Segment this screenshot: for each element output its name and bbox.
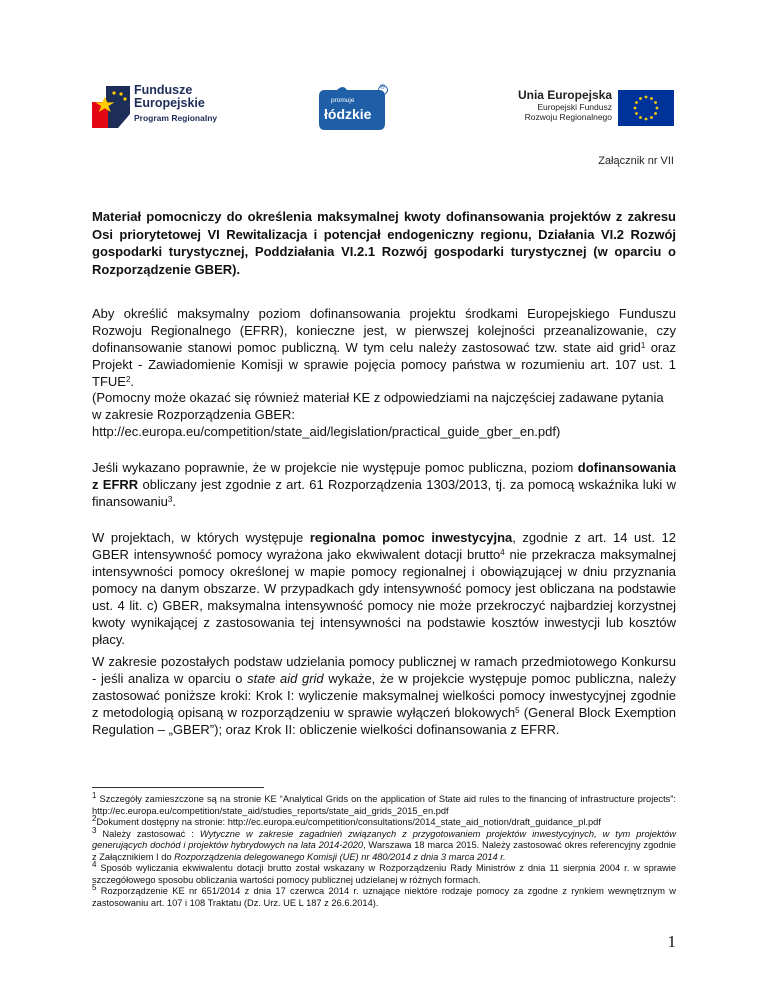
- footnote-ref-3: 3: [167, 495, 173, 504]
- footnote-1: [92, 791, 676, 817]
- paragraph-gber-guide: [92, 389, 676, 440]
- footnote-ref-4: 4: [500, 548, 505, 557]
- footnote-1-number: 1: [92, 791, 97, 800]
- logo-fe-line1: Fundusze: [134, 83, 193, 97]
- footnote-separator: [92, 787, 264, 788]
- p5-text-a: W zakresie pozostałych podstaw udzielania pomocy publicznej w ramach przedmiotowego Konkursu - jeśli analiza w oparciu o: [92, 654, 676, 686]
- footnote-2-number: 2: [92, 814, 97, 823]
- footnote-3-number: 3: [92, 825, 97, 835]
- footnote-5: [92, 883, 676, 909]
- footnote-4: [92, 860, 676, 886]
- p3-bold: dofinansowania z EFRR: [92, 460, 676, 492]
- eu-logo-line2: Europejski Fundusz: [537, 102, 612, 112]
- page-number: 1: [667, 932, 676, 951]
- paragraph-no-state-aid: [92, 459, 676, 510]
- footnote-1-text: Szczegóły zamieszczone są na stronie KE “Analytical Grids on the application of State aid rules to the financing of infrastructure projects”: http://ec.europa.eu/competition/state_aid/studies_reports/state_aid_grids_2015_en.pdf: [92, 794, 676, 816]
- footnotes: [92, 791, 676, 909]
- lodzkie-main-text: łódzkie: [324, 106, 372, 122]
- lodzkie-registered-mark: ®: [380, 84, 386, 91]
- eu-logo-line1: Unia Europejska: [517, 88, 612, 102]
- footnote-4-text: Sposób wyliczania ekwiwalentu dotacji brutto został wskazany w Rozporządzeniu Rady Ministrów z dnia 11 sierpnia 2004 r. w sprawie szczegółowego sposobu obliczania wartości pomocy publicznej udzielanej w różnych formach.: [92, 863, 676, 885]
- footnote-3-text-b: , Warszawa 18 marca 2015. Należy zastosować okres referencyjny zgodnie z Załącznikiem I do: [92, 840, 676, 862]
- footnote-4-number: 4: [92, 860, 97, 869]
- p4-text-c: nie przekracza maksymalnej intensywności pomocy określonej w mapie pomocy regionalnej i obowiązującej w dniu przyznania pomocy na danym obszarze. W przypadkach gdy intensywność pomocy jest obliczana na podstawie ust. 4 lit. c) GBER, maksymalna intensywność pomocy nie może przekroczyć najbardziej korzystnej kwoty wynikającej z zastosowania tej intensywności na podstawie kosztów inwestycji lub kosztów płacy.: [92, 547, 676, 647]
- logo-fe-line2: Europejskie: [134, 96, 205, 110]
- lodzkie-small-text: promuje: [331, 97, 355, 104]
- unia-europejska-logo: [498, 88, 674, 128]
- eu-star-icon: [645, 118, 648, 121]
- footnote-3-italic-b: Rozporządzenia delegowanego Komisji (UE) nr 480/2014 z dnia 3 marca 2014 r.: [174, 851, 506, 862]
- footnote-ref-1: 1: [640, 341, 646, 350]
- fundusze-europejskie-logo: [90, 84, 230, 130]
- p4-text-a: W projektach, w których występuje: [92, 530, 310, 545]
- footnote-ref-5: 5: [515, 706, 520, 715]
- eu-star-icon: [650, 97, 653, 100]
- gber-guide-link[interactable]: http://ec.europa.eu/competition/state_aid/legislation/practical_guide_gber_en.pdf): [92, 424, 561, 439]
- footnote-3-text-a: Należy zastosować :: [96, 828, 200, 839]
- p3-text-c: .: [172, 494, 176, 509]
- eu-star-icon: [654, 101, 657, 104]
- paragraph-regional-aid: [92, 529, 676, 648]
- footnote-5-number: 5: [92, 883, 97, 892]
- eu-star-icon: [645, 96, 648, 99]
- p1-text-a: Aby określić maksymalny poziom dofinansowania projektu środkami Europejskiego Funduszu Rozwoju Regionalnego (EFRR), konieczne jest, w pierwszej kolejności przeanalizowanie, czy dofinansowanie stanowi pomoc publiczną. W tym celu należy zastosować tzw. state aid grid: [92, 306, 676, 355]
- footnote-ref-2: 2: [125, 375, 131, 384]
- eu-star-icon: [635, 101, 638, 104]
- footnote-3: [92, 825, 676, 864]
- footnote-5-text: Rozporządzenie KE nr 651/2014 z dnia 17 czerwca 2014 r. uznające niektóre rodzaje pomocy za zgodne z rynkiem wewnętrznym w zastosowaniu art. 107 i 108 Traktatu (Dz. Urz. UE L 187 z 26.6.2014).: [92, 886, 676, 908]
- footnote-2-text: Dokument dostępny na stronie: http://ec.europa.eu/competition/consultations/2014_state_aid_notion/draft_guidance_pl.pdf: [96, 817, 601, 827]
- p5-italic: state aid grid: [247, 671, 324, 686]
- p1-text-c: .: [130, 374, 135, 389]
- eu-flag-icon: [618, 90, 674, 126]
- footnote-3-italic-a: Wytyczne w zakresie zagadnień związanych z przygotowaniem projektów inwestycyjnych, w tym projektów generujących dochód i projektów hybrydowych na lata 2014-2020: [92, 828, 676, 850]
- p5-text-b: wykaże, że w projekcie występuje pomoc publiczna, należy zastosować poniższe kroki: Krok I: wyliczenie maksymalnej wielkości pomocy inwestycyjnej zgodnie z metodologią opisaną w rozporządzeniu w sprawie wyłączeń blokowych: [92, 671, 676, 720]
- p3-text-b: obliczany jest zgodnie z art. 61 Rozporządzenia 1303/2013, tj. za pomocą wskaźnika luki w finansowaniu: [92, 477, 677, 509]
- p5-text-c: (General Block Exemption Regulation – „GBER”); oraz Krok II: obliczenie wielkości dofinansowania z EFRR.: [92, 705, 676, 737]
- eu-star-icon: [654, 112, 657, 115]
- paragraph-other-aid-bases: [92, 653, 676, 738]
- promuje-lodzkie-logo: [317, 84, 389, 132]
- eu-star-icon: [634, 107, 637, 110]
- eu-logo-line3: Rozwoju Regionalnego: [524, 112, 612, 122]
- p4-text-b: , zgodnie z art. 14 ust. 12 GBER intensywność pomocy wyrażona jako ekwiwalent dotacji brutto: [92, 530, 676, 562]
- attachment-label: Załącznik nr VII: [598, 155, 674, 167]
- fundusze-europejskie-emblem-icon: [90, 84, 132, 130]
- p2-text-a: (Pomocny może okazać się również materiał KE z odpowiedziami na najczęściej zadawane pytania w zakresie Rozporządzenia GBER:: [92, 390, 664, 422]
- document-title: Materiał pomocniczy do określenia maksymalnej kwoty dofinansowania projektów z zakresu Osi priorytetowej VI Rewitalizacja i potencjał endogeniczny regionu, Działania VI.2 Rozwój gospodarki turystycznej, Poddziałania VI.2.1 Rozwój gospodarki turystycznej (w oparciu o Rozporządzenie GBER).: [92, 209, 676, 277]
- p1-text-b: oraz Projekt - Zawiadomienie Komisji w sprawie pojęcia pomocy państwa w rozumieniu art. 107 ust. 1 TFUE: [92, 340, 676, 389]
- footnote-2: [92, 814, 676, 829]
- p4-bold: regionalna pomoc inwestycyjna: [309, 530, 513, 545]
- eu-star-icon: [650, 116, 653, 119]
- eu-star-icon: [639, 97, 642, 100]
- eu-star-icon: [656, 107, 659, 110]
- p3-text-a: Jeśli wykazano poprawnie, że w projekcie nie występuje pomoc publiczna, poziom: [92, 460, 578, 475]
- eu-star-icon: [639, 116, 642, 119]
- logo-fe-line3: Program Regionalny: [134, 113, 218, 123]
- eu-star-icon: [635, 112, 638, 115]
- paragraph-state-aid-analysis: [92, 305, 676, 390]
